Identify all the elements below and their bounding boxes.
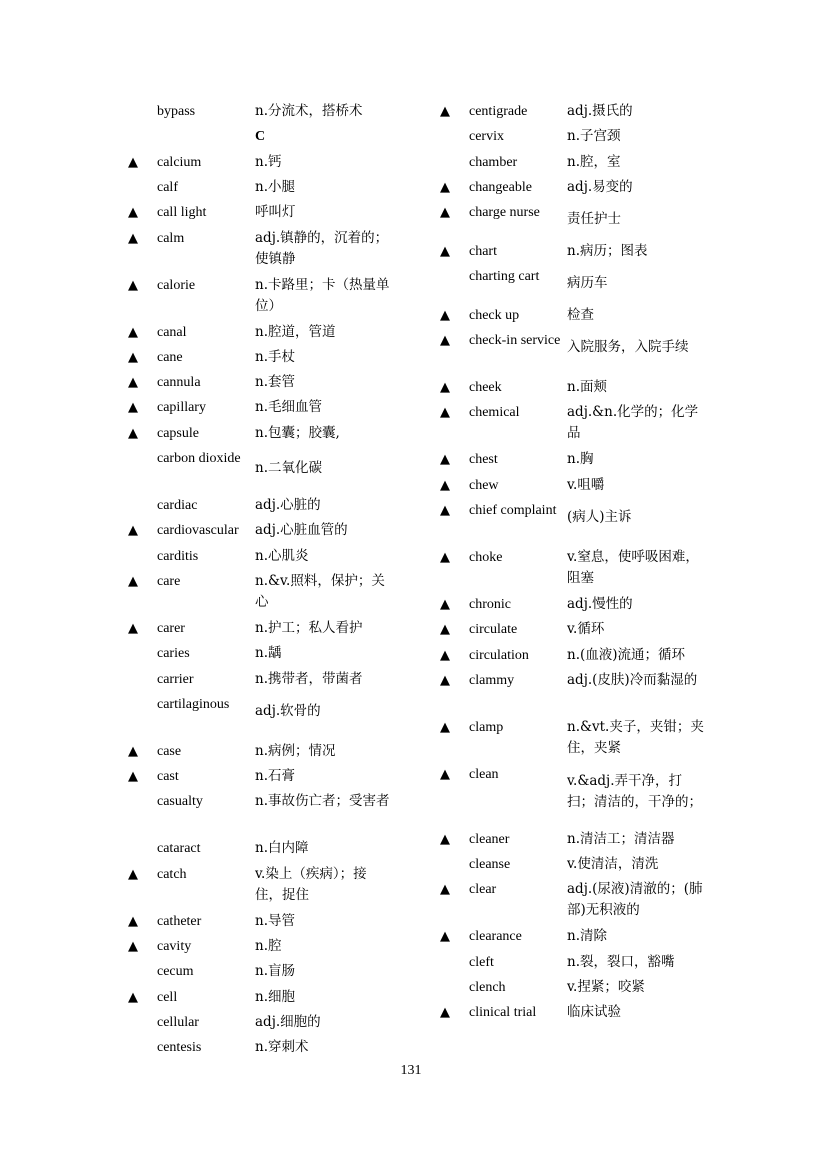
term: bypass bbox=[157, 104, 196, 119]
definition: n.携带者，带菌者 bbox=[255, 670, 363, 687]
term: chest bbox=[469, 452, 498, 468]
key-term-triangle-icon: ▲ bbox=[128, 154, 138, 170]
term: chief complaint bbox=[469, 502, 557, 518]
definition: v.咀嚼 bbox=[567, 476, 605, 493]
definition: n.护工；私人看护 bbox=[255, 619, 363, 636]
definition: n.面颊 bbox=[567, 379, 607, 395]
definition: n.病历；图表 bbox=[567, 242, 648, 259]
term: cellular bbox=[157, 1014, 199, 1030]
term: cleanse bbox=[469, 856, 511, 872]
key-term-triangle-icon: ▲ bbox=[128, 989, 138, 1005]
key-term-triangle-icon: ▲ bbox=[440, 405, 450, 421]
section-letter: C bbox=[255, 129, 266, 145]
term: chew bbox=[469, 477, 499, 493]
term: clean bbox=[469, 766, 499, 782]
key-term-triangle-icon: ▲ bbox=[440, 502, 450, 518]
term: cataract bbox=[157, 841, 201, 857]
key-term-triangle-icon: ▲ bbox=[128, 769, 138, 785]
term: cleaner bbox=[469, 831, 510, 847]
term: clammy bbox=[469, 672, 515, 688]
definition: n.裂，裂口，豁嘴 bbox=[567, 953, 675, 970]
definition: n.腔 bbox=[255, 938, 282, 954]
term: chamber bbox=[469, 154, 518, 170]
term: calorie bbox=[157, 277, 196, 293]
page-number: 131 bbox=[400, 1063, 422, 1078]
definition: adj.(皮肤)冷而黏湿的 bbox=[567, 671, 698, 688]
definition: n.(血液)流通；循环 bbox=[567, 646, 686, 663]
definition: n.毛细血管 bbox=[255, 399, 322, 416]
definition: adj.软骨的 bbox=[255, 702, 321, 719]
term: circulate bbox=[469, 622, 518, 638]
term: capsule bbox=[157, 425, 199, 441]
definition: adj.细胞的 bbox=[255, 1013, 321, 1030]
key-term-triangle-icon: ▲ bbox=[128, 425, 138, 441]
key-term-triangle-icon: ▲ bbox=[128, 400, 138, 416]
definition: adj.易变的 bbox=[567, 178, 633, 195]
key-term-triangle-icon: ▲ bbox=[128, 939, 138, 954]
key-term-triangle-icon: ▲ bbox=[128, 743, 138, 759]
key-term-triangle-icon: ▲ bbox=[440, 307, 450, 323]
term: changeable bbox=[469, 179, 532, 195]
key-term-triangle-icon: ▲ bbox=[440, 596, 450, 612]
term: cannula bbox=[157, 375, 201, 391]
key-term-triangle-icon: ▲ bbox=[440, 104, 450, 119]
key-term-triangle-icon: ▲ bbox=[128, 913, 138, 929]
definition: v.使清洁，清洗 bbox=[567, 855, 659, 872]
definition: 临床试验 bbox=[567, 1004, 621, 1021]
term: catheter bbox=[157, 913, 202, 929]
key-term-triangle-icon: ▲ bbox=[440, 1005, 450, 1021]
definition: n.事故伤亡者；受害者 bbox=[255, 793, 390, 810]
term: cell bbox=[157, 989, 178, 1005]
definition: 责任护士 bbox=[567, 211, 621, 228]
term: canal bbox=[157, 324, 187, 340]
key-term-triangle-icon: ▲ bbox=[440, 831, 450, 847]
definition: v.循环 bbox=[567, 621, 605, 638]
term: clinical trial bbox=[469, 1005, 537, 1021]
definition: n.心肌炎 bbox=[255, 547, 309, 564]
definition: adj.心脏血管的 bbox=[255, 522, 348, 539]
key-term-triangle-icon: ▲ bbox=[128, 349, 138, 365]
key-term-triangle-icon: ▲ bbox=[440, 477, 450, 493]
term: cheek bbox=[469, 380, 502, 395]
definition: n.病例；情况 bbox=[255, 742, 336, 759]
key-term-triangle-icon: ▲ bbox=[440, 243, 450, 259]
definition: 病历车 bbox=[567, 275, 608, 292]
key-term-triangle-icon: ▲ bbox=[440, 205, 450, 221]
definition: n.套管 bbox=[255, 374, 295, 391]
definition: adj.摄氏的 bbox=[567, 103, 633, 119]
definition: v.&adj.弄干净，打扫；清洁的，干净的； bbox=[567, 772, 702, 810]
term: check-in service bbox=[469, 333, 561, 348]
definition: n.腔道，管道 bbox=[255, 323, 336, 340]
term: carer bbox=[157, 620, 185, 636]
key-term-triangle-icon: ▲ bbox=[440, 380, 450, 395]
definition: n.卡路里；卡（热量单位） bbox=[255, 276, 390, 314]
key-term-triangle-icon: ▲ bbox=[440, 882, 450, 898]
term: care bbox=[157, 573, 181, 589]
definition: adj.&n.化学的；化学品 bbox=[567, 404, 699, 442]
definition: n.&v.照料，保护；关心 bbox=[255, 572, 385, 610]
term: cleft bbox=[469, 954, 494, 970]
definition: n.分流术，搭桥术 bbox=[255, 103, 363, 119]
term: carditis bbox=[157, 548, 199, 564]
key-term-triangle-icon: ▲ bbox=[440, 452, 450, 468]
term: circulation bbox=[469, 647, 529, 663]
term: clench bbox=[469, 979, 506, 995]
key-term-triangle-icon: ▲ bbox=[440, 549, 450, 565]
definition: n.盲肠 bbox=[255, 963, 295, 980]
definition: 检查 bbox=[567, 306, 594, 323]
definition: n.白内障 bbox=[255, 840, 309, 857]
definition: n.细胞 bbox=[255, 988, 295, 1005]
key-term-triangle-icon: ▲ bbox=[440, 766, 450, 782]
definition: n.龋 bbox=[255, 645, 282, 662]
definition: adj.慢性的 bbox=[567, 595, 633, 612]
term: calm bbox=[157, 230, 185, 246]
definition: n.钙 bbox=[255, 153, 282, 170]
key-term-triangle-icon: ▲ bbox=[128, 573, 138, 589]
term: cartilaginous bbox=[157, 696, 230, 712]
term: cavity bbox=[157, 939, 192, 954]
term: casualty bbox=[157, 794, 203, 810]
definition: n.清除 bbox=[567, 928, 607, 945]
term: capillary bbox=[157, 400, 206, 416]
term: call light bbox=[157, 205, 207, 221]
definition: adj.(尿液)清澈的；(肺部)无积液的 bbox=[567, 881, 703, 919]
term: cane bbox=[157, 349, 183, 365]
definition: n.小腿 bbox=[255, 178, 295, 195]
key-term-triangle-icon: ▲ bbox=[128, 523, 138, 539]
term: calcium bbox=[157, 154, 202, 170]
key-term-triangle-icon: ▲ bbox=[128, 230, 138, 246]
definition: n.包囊；胶囊, bbox=[255, 424, 340, 441]
definition: v.染上（疾病）；接住，捉住 bbox=[255, 865, 367, 903]
term: case bbox=[157, 743, 182, 759]
term: carbon dioxide bbox=[157, 451, 241, 466]
definition: n.腔，室 bbox=[567, 153, 621, 170]
definition: n.胸 bbox=[567, 451, 594, 468]
definition: n.&vt.夹子，夹钳；夹住，夹紧 bbox=[567, 718, 704, 756]
definition: n.穿刺术 bbox=[255, 1039, 309, 1056]
term: clearance bbox=[469, 929, 522, 945]
term: cardiac bbox=[157, 498, 198, 513]
term: check up bbox=[469, 307, 520, 323]
term: caries bbox=[157, 646, 190, 662]
definition: adj.镇静的，沉着的；使镇静 bbox=[255, 229, 389, 267]
definition: n.导管 bbox=[255, 912, 295, 929]
definition: 入院服务，入院手续 bbox=[567, 339, 689, 355]
term: cast bbox=[157, 769, 179, 785]
definition: 呼叫灯 bbox=[255, 204, 296, 221]
key-term-triangle-icon: ▲ bbox=[440, 333, 450, 348]
term: centigrade bbox=[469, 104, 528, 119]
term: carrier bbox=[157, 671, 194, 687]
key-term-triangle-icon: ▲ bbox=[128, 324, 138, 340]
term: catch bbox=[157, 866, 187, 882]
key-term-triangle-icon: ▲ bbox=[128, 620, 138, 636]
term: cecum bbox=[157, 964, 194, 980]
definition: n.石膏 bbox=[255, 768, 295, 785]
term: chart bbox=[469, 243, 497, 259]
term: chemical bbox=[469, 405, 520, 421]
definition: v.窒息，使呼吸困难，阻塞 bbox=[567, 548, 699, 586]
key-term-triangle-icon: ▲ bbox=[128, 375, 138, 391]
term: clamp bbox=[469, 719, 504, 735]
term: choke bbox=[469, 549, 503, 565]
definition: adj.心脏的 bbox=[255, 497, 321, 513]
term: clear bbox=[469, 882, 497, 898]
key-term-triangle-icon: ▲ bbox=[128, 277, 138, 293]
key-term-triangle-icon: ▲ bbox=[128, 866, 138, 882]
term: centesis bbox=[157, 1040, 202, 1056]
definition: n.二氧化碳 bbox=[255, 460, 322, 476]
definition: (病人)主诉 bbox=[567, 508, 632, 525]
term: cardiovascular bbox=[157, 523, 239, 539]
key-term-triangle-icon: ▲ bbox=[440, 622, 450, 638]
term: cervix bbox=[469, 129, 504, 145]
term: charge nurse bbox=[469, 205, 540, 221]
definition: v.捏紧；咬紧 bbox=[567, 978, 645, 995]
key-term-triangle-icon: ▲ bbox=[128, 205, 138, 221]
term: chronic bbox=[469, 596, 511, 612]
key-term-triangle-icon: ▲ bbox=[440, 929, 450, 945]
definition: n.手杖 bbox=[255, 348, 295, 365]
term: charting cart bbox=[469, 269, 540, 285]
key-term-triangle-icon: ▲ bbox=[440, 179, 450, 195]
key-term-triangle-icon: ▲ bbox=[440, 719, 450, 735]
key-term-triangle-icon: ▲ bbox=[440, 647, 450, 663]
definition: n.子宫颈 bbox=[567, 128, 621, 145]
term: calf bbox=[157, 179, 178, 195]
definition: n.清洁工；清洁器 bbox=[567, 830, 675, 847]
key-term-triangle-icon: ▲ bbox=[440, 672, 450, 688]
